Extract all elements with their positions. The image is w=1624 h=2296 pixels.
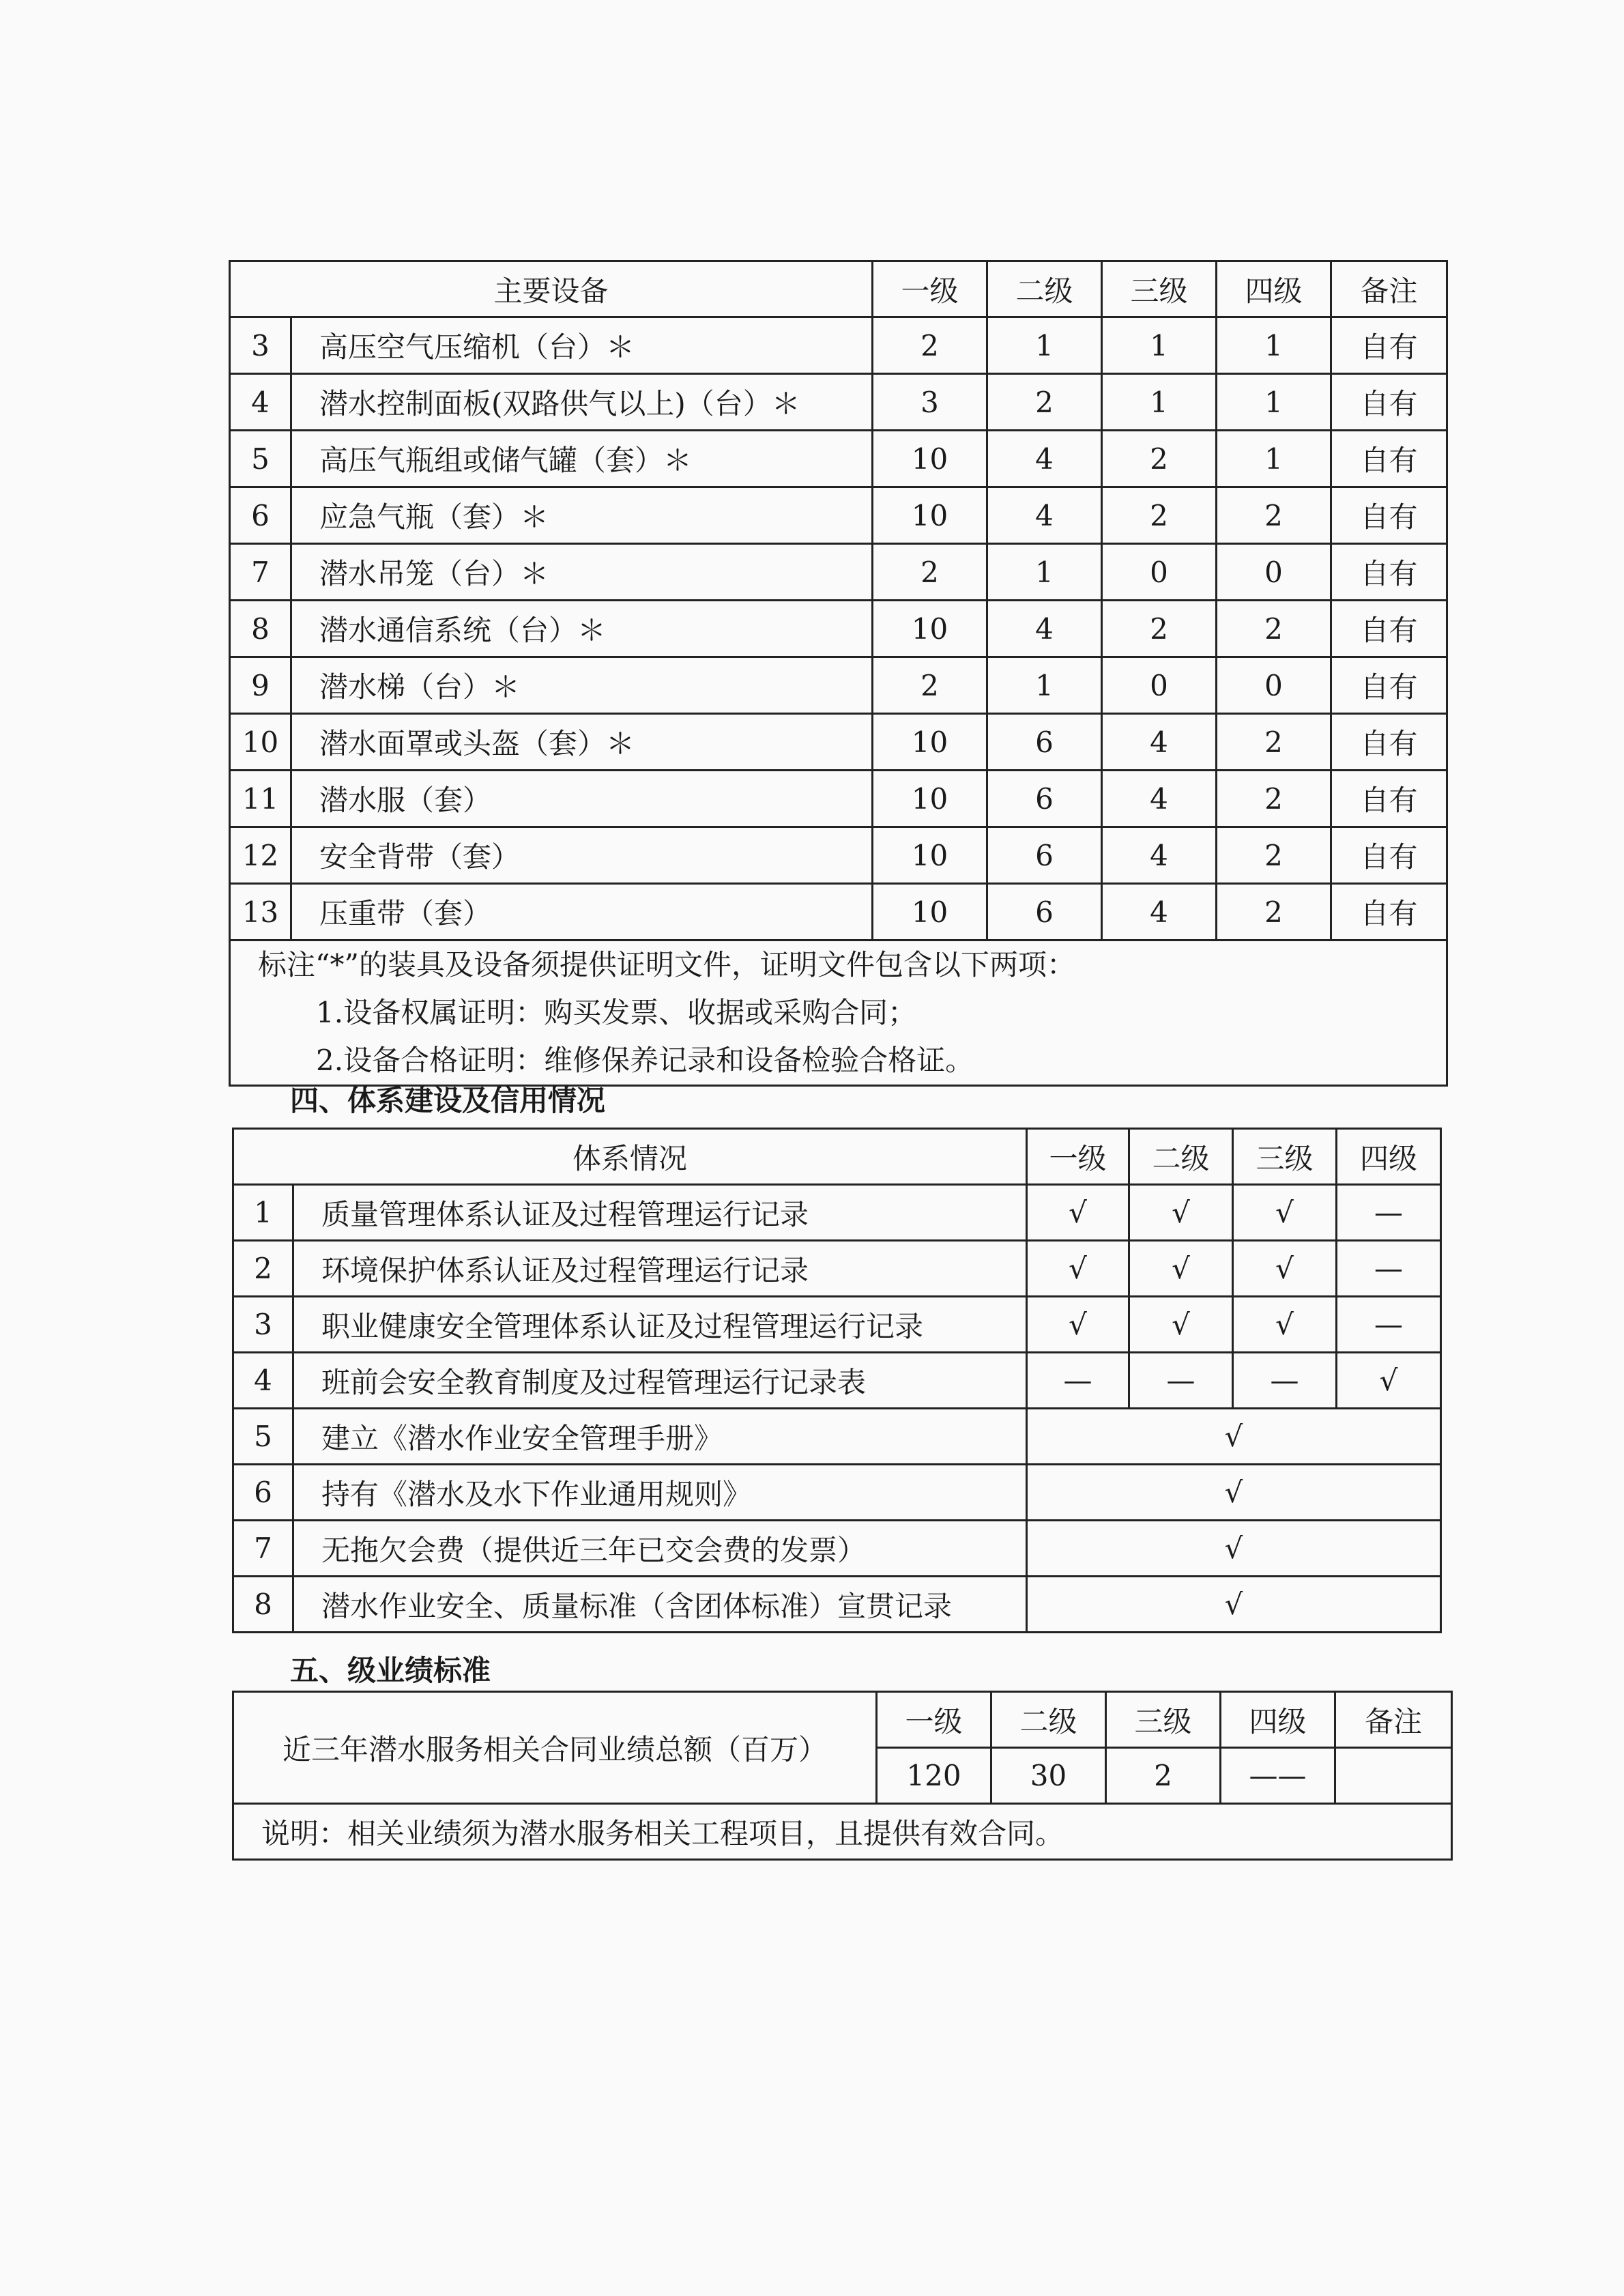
table-row: [233, 1409, 1441, 1465]
grade-2-value: √: [1129, 1241, 1233, 1297]
grade-3-value: 2: [1102, 431, 1217, 487]
row-number: 3: [230, 317, 291, 374]
remark-value: 自有: [1331, 601, 1447, 657]
table-row: [230, 374, 1447, 431]
header-grade-1: 一级: [873, 261, 987, 317]
grade-3-value: 1: [1102, 317, 1217, 374]
header-remark: 备注: [1331, 261, 1447, 317]
grade-3-value: 2: [1102, 487, 1217, 544]
header-grade-2: 二级: [987, 261, 1102, 317]
equipment-name: 高压空气压缩机（台）＊: [291, 317, 873, 374]
system-item: 持有《潜水及水下作业通用规则》: [293, 1465, 1027, 1521]
grade-4-value: 1: [1217, 317, 1331, 374]
grade-2-value: 6: [987, 884, 1102, 941]
grade-4-value: —: [1337, 1241, 1441, 1297]
table-row: [230, 317, 1447, 374]
grade-1-value: 2: [873, 657, 987, 714]
grade-1-value: —: [1027, 1353, 1129, 1409]
grade-1-value: 10: [873, 714, 987, 771]
system-item: 环境保护体系认证及过程管理运行记录: [293, 1241, 1027, 1297]
grade-4-value: √: [1337, 1353, 1441, 1409]
grade-4-value: 0: [1217, 657, 1331, 714]
grade-3-value: 4: [1102, 884, 1217, 941]
header-grade-4: 四级: [1337, 1129, 1441, 1185]
row-number: 1: [233, 1185, 293, 1241]
grade-2-value: 1: [987, 317, 1102, 374]
remark-value: 自有: [1331, 827, 1447, 884]
grade-3-value: √: [1233, 1297, 1337, 1353]
system-header-row: [233, 1129, 1441, 1185]
section-4-title: 四、体系建设及信用情况: [290, 1084, 606, 1117]
grade-1-value: √: [1027, 1185, 1129, 1241]
table-row: [233, 1297, 1441, 1353]
header-grade-2: 二级: [1129, 1129, 1233, 1185]
row-number: 6: [233, 1465, 293, 1521]
performance-note-row: [233, 1804, 1452, 1860]
row-number: 2: [233, 1241, 293, 1297]
grade-4-value: 2: [1217, 487, 1331, 544]
equipment-table: [229, 260, 1448, 1087]
table-row: [230, 487, 1447, 544]
grade-3-value: 2: [1102, 601, 1217, 657]
remark-value: 自有: [1331, 317, 1447, 374]
system-item: 质量管理体系认证及过程管理运行记录: [293, 1185, 1027, 1241]
grade-4-value: 2: [1217, 714, 1331, 771]
grade-4-value: 0: [1217, 544, 1331, 601]
header-grade-3: 三级: [1106, 1692, 1221, 1748]
header-grade-1: 一级: [877, 1692, 991, 1748]
table-row: [233, 1185, 1441, 1241]
grade-2-value: 1: [987, 657, 1102, 714]
performance-label: 近三年潜水服务相关合同业绩总额（百万）: [233, 1692, 877, 1804]
equipment-name: 潜水面罩或头盔（套）＊: [291, 714, 873, 771]
grade-1-value: √: [1027, 1241, 1129, 1297]
grade-4-value: ——: [1221, 1748, 1335, 1804]
row-number: 9: [230, 657, 291, 714]
grade-1-value: 10: [873, 487, 987, 544]
equipment-name: 潜水通信系统（台）＊: [291, 601, 873, 657]
note-line: 标注“*”的装具及设备须提供证明文件，证明文件包含以下两项：: [258, 948, 1075, 981]
grade-2-value: —: [1129, 1353, 1233, 1409]
grade-2-value: 4: [987, 601, 1102, 657]
row-number: 8: [230, 601, 291, 657]
grade-2-value: 1: [987, 544, 1102, 601]
equipment-name: 高压气瓶组或储气罐（套）＊: [291, 431, 873, 487]
grade-4-value: 1: [1217, 431, 1331, 487]
row-number: 5: [230, 431, 291, 487]
grade-1-value: 120: [877, 1748, 991, 1804]
all-grades-value: √: [1027, 1465, 1441, 1521]
table-row: [230, 431, 1447, 487]
table-row: [233, 1577, 1441, 1633]
row-number: 6: [230, 487, 291, 544]
table-row: [233, 1521, 1441, 1577]
table-row: [230, 601, 1447, 657]
equipment-name: 压重带（套）: [291, 884, 873, 941]
equipment-header-row: [230, 261, 1447, 317]
row-number: 11: [230, 771, 291, 827]
row-number: 12: [230, 827, 291, 884]
table-row: [233, 1465, 1441, 1521]
header-remark: 备注: [1335, 1692, 1452, 1748]
grade-3-value: 0: [1102, 544, 1217, 601]
header-grade-2: 二级: [991, 1692, 1106, 1748]
section-5-title: 五、级业绩标准: [290, 1654, 491, 1687]
equipment-name: 安全背带（套）: [291, 827, 873, 884]
row-number: 13: [230, 884, 291, 941]
grade-2-value: √: [1129, 1297, 1233, 1353]
grade-2-value: 2: [987, 374, 1102, 431]
header-grade-1: 一级: [1027, 1129, 1129, 1185]
remark-value: 自有: [1331, 544, 1447, 601]
grade-2-value: √: [1129, 1185, 1233, 1241]
grade-3-value: 2: [1106, 1748, 1221, 1804]
table-row: [230, 657, 1447, 714]
remark-value: 自有: [1331, 487, 1447, 544]
grade-1-value: 3: [873, 374, 987, 431]
row-number: 7: [233, 1521, 293, 1577]
grade-2-value: 4: [987, 431, 1102, 487]
header-system: 体系情况: [233, 1129, 1027, 1185]
equipment-name: 潜水梯（台）＊: [291, 657, 873, 714]
row-number: 5: [233, 1409, 293, 1465]
equipment-name: 应急气瓶（套）＊: [291, 487, 873, 544]
table-row: [230, 714, 1447, 771]
grade-3-value: —: [1233, 1353, 1337, 1409]
row-number: 4: [233, 1353, 293, 1409]
row-number: 8: [233, 1577, 293, 1633]
header-grade-3: 三级: [1102, 261, 1217, 317]
grade-1-value: 10: [873, 601, 987, 657]
note-line: 2.设备合格证明：维修保养记录和设备检验合格证。: [316, 1044, 974, 1077]
table-row: [230, 827, 1447, 884]
system-item: 职业健康安全管理体系认证及过程管理运行记录: [293, 1297, 1027, 1353]
all-grades-value: √: [1027, 1577, 1441, 1633]
remark-value: 自有: [1331, 431, 1447, 487]
table-row: [233, 1241, 1441, 1297]
grade-1-value: 2: [873, 317, 987, 374]
grade-1-value: 2: [873, 544, 987, 601]
header-grade-4: 四级: [1217, 261, 1331, 317]
row-number: 7: [230, 544, 291, 601]
grade-1-value: 10: [873, 431, 987, 487]
grade-2-value: 30: [991, 1748, 1106, 1804]
grade-4-value: —: [1337, 1185, 1441, 1241]
grade-3-value: 4: [1102, 827, 1217, 884]
system-item: 无拖欠会费（提供近三年已交会费的发票）: [293, 1521, 1027, 1577]
grade-4-value: 2: [1217, 884, 1331, 941]
remark-value: 自有: [1331, 884, 1447, 941]
system-item: 潜水作业安全、质量标准（含团体标准）宣贯记录: [293, 1577, 1027, 1633]
all-grades-value: √: [1027, 1521, 1441, 1577]
table-row: [233, 1353, 1441, 1409]
grade-3-value: 4: [1102, 714, 1217, 771]
grade-1-value: √: [1027, 1297, 1129, 1353]
grade-2-value: 6: [987, 771, 1102, 827]
equipment-notes: [230, 941, 1447, 1086]
performance-table: [232, 1691, 1453, 1861]
row-number: 3: [233, 1297, 293, 1353]
table-row: [230, 544, 1447, 601]
system-table: [232, 1128, 1442, 1633]
remark-value: 自有: [1331, 714, 1447, 771]
row-number: 10: [230, 714, 291, 771]
grade-2-value: 6: [987, 827, 1102, 884]
grade-3-value: √: [1233, 1185, 1337, 1241]
equipment-name: 潜水控制面板(双路供气以上)（台）＊: [291, 374, 873, 431]
equipment-name: 潜水服（套）: [291, 771, 873, 827]
row-number: 4: [230, 374, 291, 431]
all-grades-value: √: [1027, 1409, 1441, 1465]
remark-value: [1335, 1748, 1452, 1804]
equipment-name: 潜水吊笼（台）＊: [291, 544, 873, 601]
grade-3-value: 1: [1102, 374, 1217, 431]
table-row: [230, 884, 1447, 941]
system-item: 建立《潜水作业安全管理手册》: [293, 1409, 1027, 1465]
equipment-notes-row: [230, 941, 1447, 1086]
grade-1-value: 10: [873, 884, 987, 941]
performance-header-row: [233, 1692, 1452, 1748]
header-grade-3: 三级: [1233, 1129, 1337, 1185]
performance-note: 说明：相关业绩须为潜水服务相关工程项目，且提供有效合同。: [233, 1804, 1452, 1860]
table-row: [230, 771, 1447, 827]
remark-value: 自有: [1331, 657, 1447, 714]
grade-1-value: 10: [873, 771, 987, 827]
grade-1-value: 10: [873, 827, 987, 884]
grade-4-value: —: [1337, 1297, 1441, 1353]
grade-2-value: 6: [987, 714, 1102, 771]
remark-value: 自有: [1331, 771, 1447, 827]
system-item: 班前会安全教育制度及过程管理运行记录表: [293, 1353, 1027, 1409]
grade-4-value: 2: [1217, 771, 1331, 827]
grade-3-value: 0: [1102, 657, 1217, 714]
grade-2-value: 4: [987, 487, 1102, 544]
note-line: 1.设备权属证明：购买发票、收据或采购合同；: [316, 996, 917, 1029]
grade-4-value: 1: [1217, 374, 1331, 431]
grade-3-value: √: [1233, 1241, 1337, 1297]
header-grade-4: 四级: [1221, 1692, 1335, 1748]
grade-4-value: 2: [1217, 827, 1331, 884]
grade-4-value: 2: [1217, 601, 1331, 657]
header-equipment: 主要设备: [230, 261, 873, 317]
grade-3-value: 4: [1102, 771, 1217, 827]
remark-value: 自有: [1331, 374, 1447, 431]
